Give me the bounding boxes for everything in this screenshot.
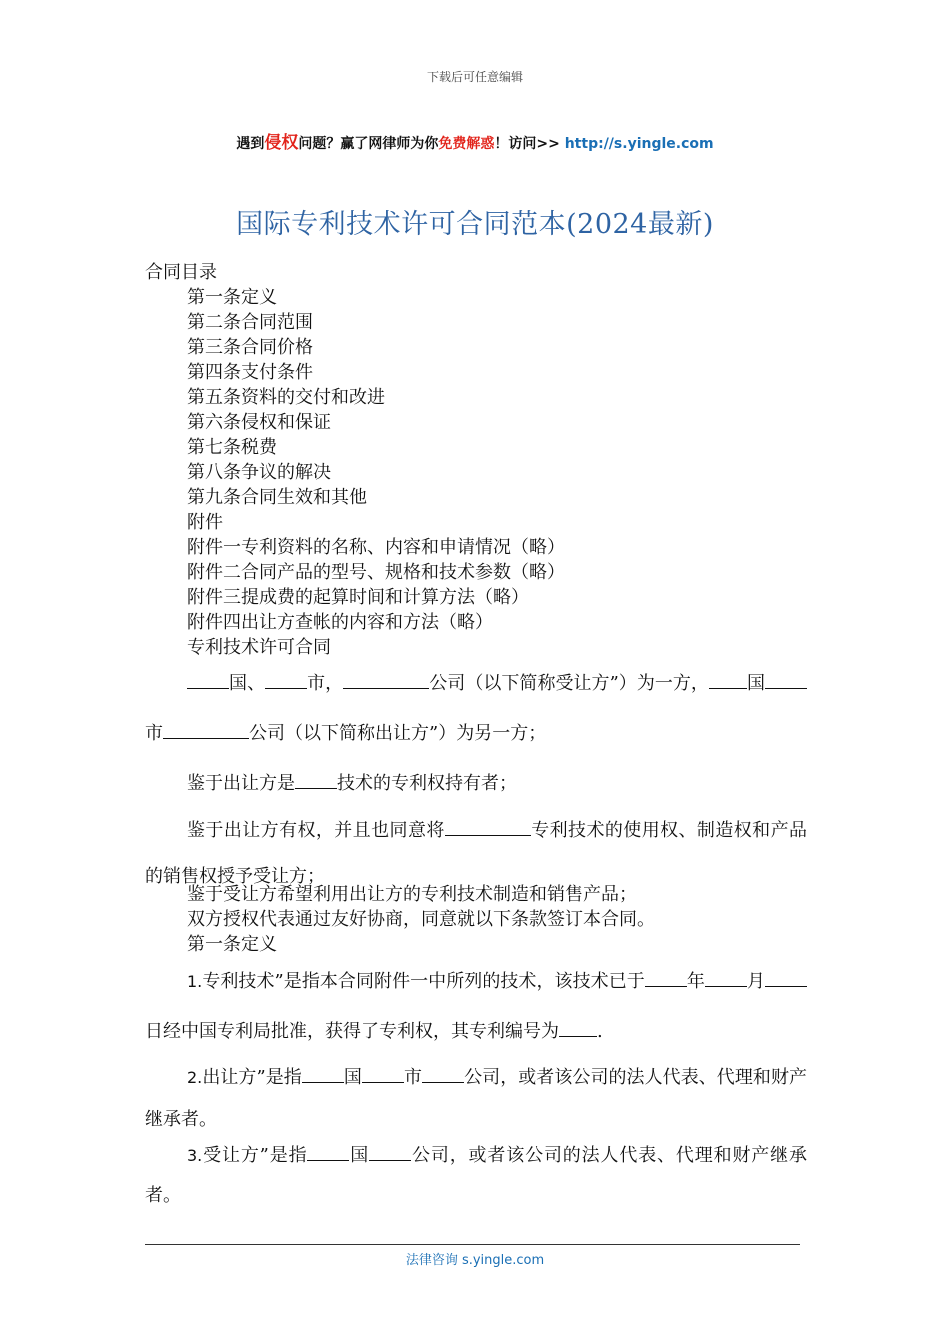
blank-field: [709, 672, 747, 689]
blank-field: [302, 1066, 344, 1083]
blank-field: [369, 1144, 411, 1161]
text: 国: [349, 1145, 370, 1166]
text: 鉴于出让方有权，并且也同意将: [187, 820, 445, 841]
toc-item: 附件一专利资料的名称、内容和申请情况（略）: [187, 537, 565, 558]
blank-field: [343, 672, 429, 689]
toc-item: 第六条侵权和保证: [187, 412, 331, 433]
text: 市: [145, 723, 163, 744]
toc-item: 第三条合同价格: [187, 337, 313, 358]
text: 国: [343, 1067, 362, 1088]
text: 受让方”是指: [202, 1145, 308, 1166]
item-number: 3.: [187, 1146, 203, 1165]
text: 年: [686, 971, 705, 992]
text: .: [597, 1021, 603, 1042]
text: 鉴于出让方是: [187, 773, 295, 794]
toc-item: 专利技术许可合同: [187, 637, 331, 658]
text: 公司，或者该公司的法人代表、代理和财产继承者。: [145, 1145, 808, 1206]
text: 公司（以下简称出让方”）为另一方；: [249, 723, 547, 744]
text: 日经中国专利局批准，获得了专利权，其专利编号为: [145, 1021, 559, 1042]
toc-item: 第七条税费: [187, 437, 277, 458]
text: 市，: [307, 673, 344, 694]
text: 国: [746, 673, 766, 694]
text: 技术的专利权持有者；: [337, 773, 517, 794]
text: 月: [746, 971, 766, 992]
blank-field: [765, 970, 807, 987]
blank-field: [187, 672, 229, 689]
blank-field: [765, 672, 807, 689]
footer: [0, 1249, 950, 1268]
blank-field: [307, 1144, 349, 1161]
banner-highlight: 侵权: [264, 133, 299, 153]
text: 国、: [229, 673, 266, 694]
footer-link[interactable]: s.yingle.com: [461, 1253, 545, 1268]
definition-item: [145, 1057, 807, 1141]
text: 市: [403, 1067, 423, 1088]
text: 公司（以下简称受让方”）为一方，: [429, 673, 709, 694]
blank-field: [265, 672, 307, 689]
banner-text: ！访问>>: [494, 136, 565, 152]
banner-highlight: 免费解惑: [438, 136, 495, 152]
text: 出让方”是指: [202, 1067, 302, 1088]
toc-item: 附件二合同产品的型号、规格和技术参数（略）: [187, 562, 565, 583]
contract-line: 双方授权代表通过友好协商，同意就以下条款签订本合同。: [187, 909, 655, 930]
item-number: 2.: [187, 1068, 203, 1087]
toc-heading: 合同目录: [145, 262, 217, 283]
toc-item: 附件四出让方查帐的内容和方法（略）: [187, 612, 493, 633]
text: 专利技术”是指本合同附件一中所列的技术，该技术已于: [202, 971, 645, 992]
toc-item: 第二条合同范围: [187, 312, 313, 333]
toc-item: 第九条合同生效和其他: [187, 487, 367, 508]
blank-field: [422, 1066, 464, 1083]
toc-item: 第八条争议的解决: [187, 462, 331, 483]
footer-text: 法律咨询: [405, 1253, 462, 1268]
banner-text: 问题？赢了网律师为你: [298, 136, 439, 152]
section-heading: 第一条定义: [187, 934, 277, 955]
blank-field: [559, 1020, 597, 1037]
document-title: 国际专利技术许可合同范本(2024最新): [236, 209, 714, 240]
contract-paragraph: [145, 759, 807, 809]
download-note: 下载后可任意编辑: [426, 70, 523, 84]
promo-banner: [0, 128, 950, 153]
blank-field: [362, 1066, 404, 1083]
text: 专利技术的使用权、制造权和产品的销售权授予受让方；: [145, 820, 808, 887]
item-number: 1.: [187, 972, 203, 991]
definition-item: [145, 1136, 807, 1216]
definition-item: [145, 957, 807, 1057]
blank-field: [645, 970, 687, 987]
contract-line: 鉴于受让方希望利用出让方的专利技术制造和销售产品；: [187, 884, 637, 905]
blank-field: [445, 819, 531, 836]
toc-item: 第一条定义: [187, 287, 277, 308]
blank-field: [295, 772, 337, 789]
toc-item: 第四条支付条件: [187, 362, 313, 383]
table-of-contents: [145, 260, 807, 660]
toc-item: 第五条资料的交付和改进: [187, 387, 385, 408]
footer-divider: [145, 1244, 800, 1245]
toc-item: 附件三提成费的起算时间和计算方法（略）: [187, 587, 529, 608]
banner-link[interactable]: http://s.yingle.com: [564, 136, 714, 152]
blank-field: [705, 970, 747, 987]
blank-field: [163, 722, 249, 739]
banner-text: 遇到: [236, 136, 265, 152]
contract-paragraph: [145, 659, 807, 759]
text: 公司，或者该公司的法人代表、代理和财产继承者。: [145, 1067, 808, 1130]
toc-item: 附件: [187, 512, 223, 533]
